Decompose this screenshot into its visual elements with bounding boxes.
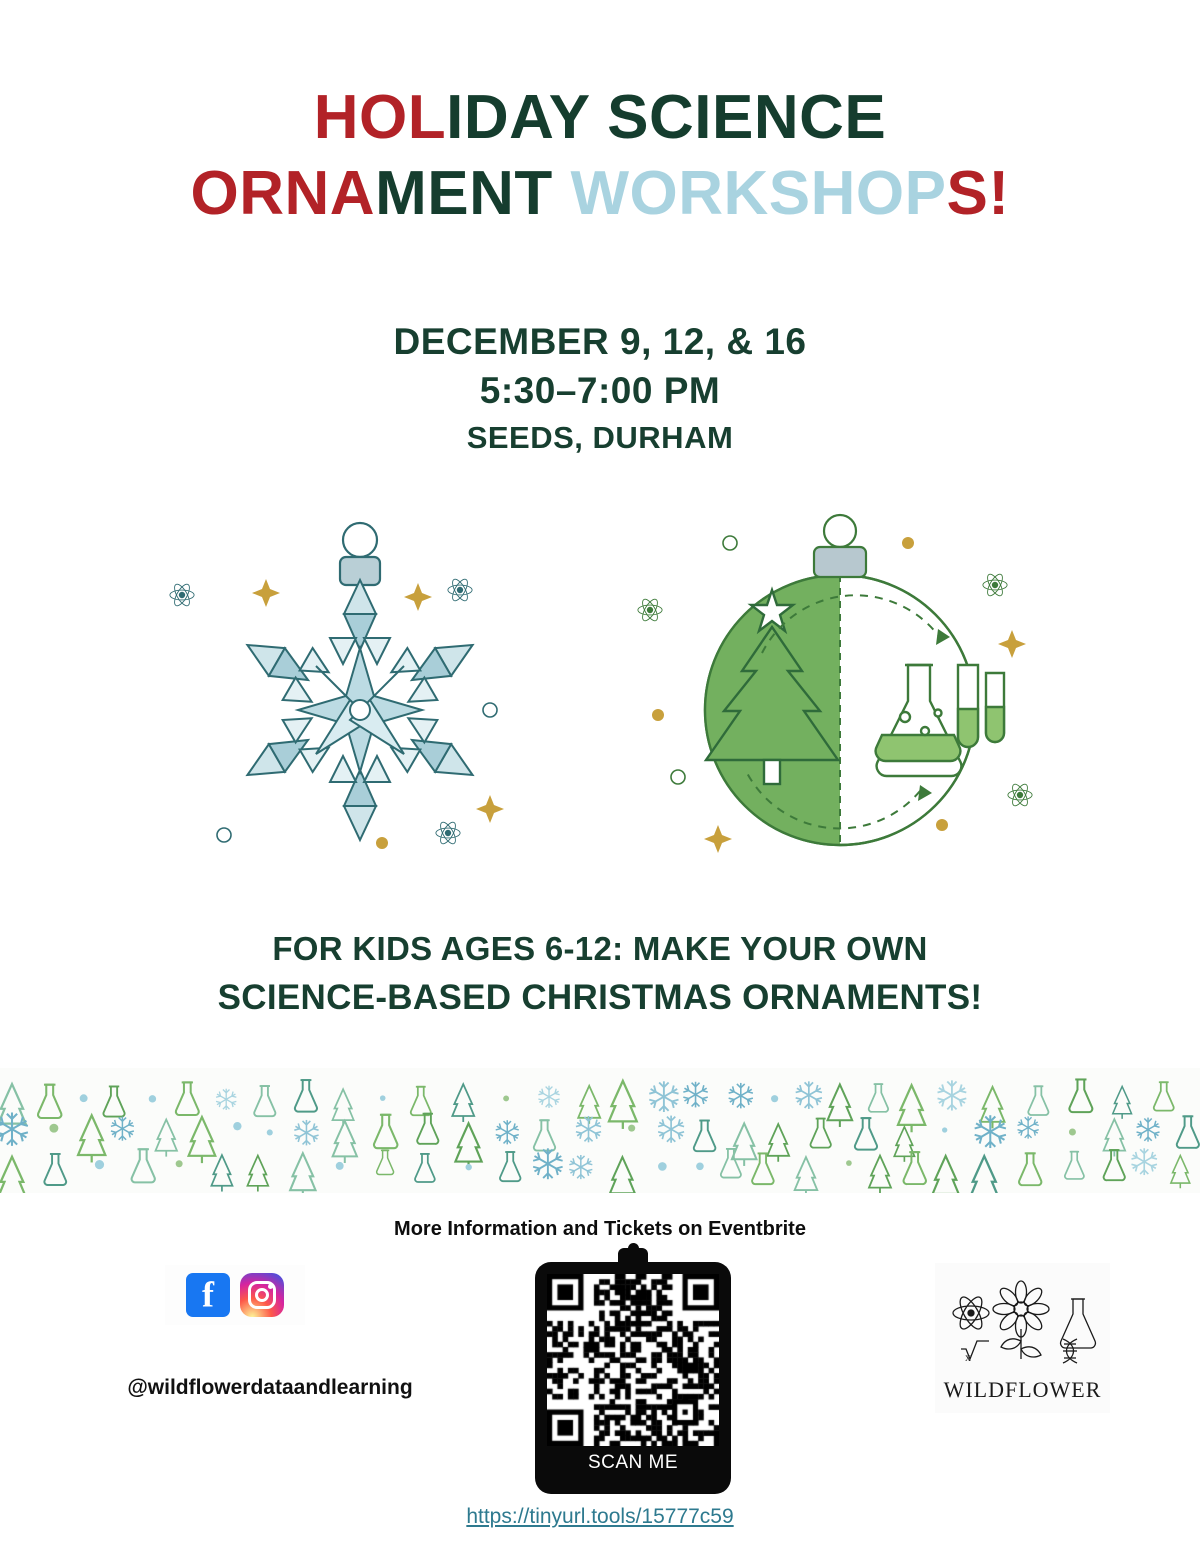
svg-text:x: x: [964, 1350, 971, 1364]
decorative-pattern-band: [0, 1068, 1200, 1193]
logo-wordmark: WILDFLOWER: [943, 1377, 1102, 1402]
title-line-1-part-2: IDAY SCIENCE: [446, 83, 887, 152]
footer-heading: More Information and Tickets on Eventbrite: [394, 1218, 806, 1240]
social-handle: @wildflowerdataandlearning: [127, 1376, 413, 1399]
social-icons: [165, 1265, 305, 1325]
description-line-1: FOR KIDS AGES 6-12: MAKE YOUR OWN: [272, 930, 928, 967]
description-line-2: SCIENCE-BASED CHRISTMAS ORNAMENTS!: [217, 978, 983, 1017]
title-line-2-part-1: ORNA: [190, 159, 376, 228]
qr-code[interactable]: [547, 1274, 719, 1446]
instagram-icon[interactable]: [240, 1273, 284, 1317]
title-line-2-part-2: MENT: [375, 159, 571, 228]
event-time: 5:30–7:00 PM: [479, 370, 721, 411]
event-dates: DECEMBER 9, 12, & 16: [393, 321, 807, 362]
qr-scan-label: SCAN ME: [587, 1452, 679, 1473]
title-line-2: [0, 156, 1200, 232]
wildflower-logo: [935, 1263, 1110, 1413]
title-line-1-part-1: HOL: [313, 83, 447, 152]
illustration-area: [0, 495, 1200, 895]
title-line-2-part-4: S!: [946, 159, 1010, 228]
poster-title: [0, 80, 1200, 232]
title-line-1: [0, 80, 1200, 156]
event-details: [0, 318, 1200, 460]
title-line-2-part-3: WORKSHOP: [570, 159, 947, 228]
poster-description: [0, 925, 1200, 1023]
snowflake-ornament-illustration: [160, 495, 580, 895]
event-url[interactable]: https://tinyurl.tools/15777c59: [466, 1505, 734, 1528]
event-location: SEEDS, DURHAM: [466, 420, 734, 455]
facebook-icon[interactable]: [186, 1273, 230, 1317]
christmas-bauble-science-illustration: [620, 495, 1060, 895]
